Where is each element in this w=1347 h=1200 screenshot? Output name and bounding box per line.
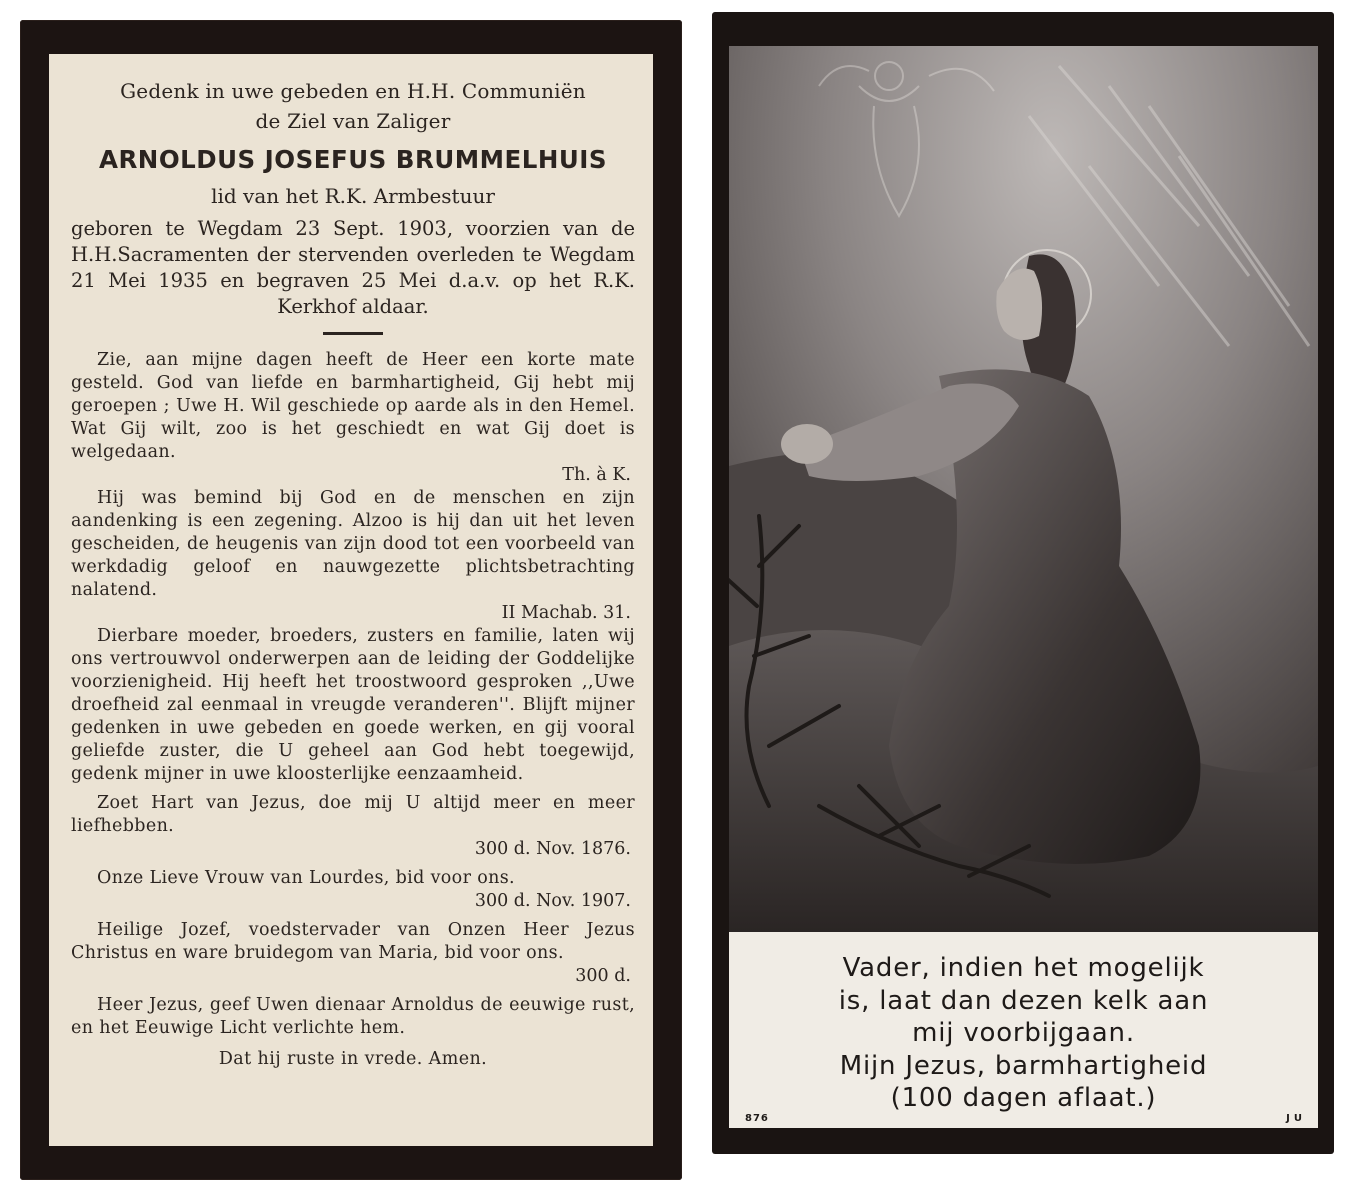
paragraph-2-source: II Machab. 31. <box>501 603 631 623</box>
prayer-3: Heilige Jozef, voedstervader van Onzen Heer Jezus Christus en ware bruidegom van Maria, bid voor ons. <box>71 920 635 963</box>
memorial-card-text-side <box>20 20 682 1180</box>
caption-text <box>729 952 1318 1115</box>
printer-mark: JU <box>1286 1113 1306 1124</box>
caption-line-5: (100 dagen aflaat.) <box>890 1083 1157 1113</box>
closing-line: Dat hij ruste in vrede. Amen. <box>218 1049 488 1069</box>
prayer-1: Zoet Hart van Jezus, doe mij U altijd meer en meer liefhebben. <box>71 793 635 836</box>
prayer-4: Heer Jezus, geef Uwen dienaar Arnoldus de eeuwige rust, en het Eeuwige Licht verlichte hem. <box>71 995 635 1038</box>
deceased-role: lid van het R.K. Armbestuur <box>211 184 495 208</box>
devotional-image <box>729 46 1318 932</box>
prayer-2: Onze Lieve Vrouw van Lourdes, bid voor ons. <box>97 868 515 888</box>
header-line-2: de Ziel van Zaliger <box>255 109 451 133</box>
caption-line-3: mij voorbijgaan. <box>912 1018 1135 1048</box>
header-line-1: Gedenk in uwe gebeden en H.H. Communiën <box>120 79 586 103</box>
prayer-3-indulgence: 300 d. <box>575 966 631 986</box>
print-number: 876 <box>745 1113 769 1124</box>
caption-line-1: Vader, indien het mogelijk <box>842 953 1205 983</box>
prayer-1-indulgence: 300 d. Nov. 1876. <box>474 839 631 859</box>
text-panel <box>49 54 653 1146</box>
paragraph-1-source: Th. à K. <box>562 465 631 485</box>
prayer-2-indulgence: 300 d. Nov. 1907. <box>474 891 631 911</box>
caption-area <box>729 932 1318 1128</box>
praying-figure-illustration <box>729 46 1318 932</box>
memorial-card-image-side <box>712 12 1334 1154</box>
caption-line-2: is, laat dan dezen kelk aan <box>838 985 1209 1016</box>
caption-line-4: Mijn Jezus, barmhartigheid <box>839 1050 1208 1081</box>
biography: geboren te Wegdam 23 Sept. 1903, voorzien van de H.H.Sacramenten der stervenden overleden te Wegdam 21 Mei 1935 en begraven 25 Mei d.a.v. op het R.K. Kerkhof aldaar. <box>71 217 635 318</box>
paragraph-1: Zie, aan mijne dagen heeft de Heer een korte mate gesteld. God van liefde en barmhartigheid, Gij hebt mij geroepen ; Uwe H. Wil geschiede op aarde als in den Hemel. Wat Gij wilt, zoo is het geschiedt en wat Gij doet is welgedaan. <box>71 350 635 462</box>
deceased-name: ARNOLDUS JOSEFUS BRUMMELHUIS <box>98 145 607 174</box>
divider-rule <box>323 332 383 335</box>
paragraph-3: Dierbare moeder, broeders, zusters en familie, laten wij ons vertrouwvol onderwerpen aan de leiding der Goddelijke voorzienigheid. Hij heeft het troostwoord gesproken ,,Uwe droefheid zal eenmaal in vreugde veranderen''. Blijft mijner gedenken in uwe gebeden en goede werken, en gij vooral geliefde zuster, die U geheel aan God hebt toegewijd, gedenk mijner in uwe kloosterlijke eenzaamheid. <box>71 626 635 784</box>
paragraph-2: Hij was bemind bij God en de menschen en zijn aandenking is een zegening. Alzoo is hij dan uit het leven gescheiden, de heugenis van zijn dood tot een voorbeeld van werkdadig geloof en nauwgezette plichtsbetrachting nalatend. <box>71 488 635 600</box>
